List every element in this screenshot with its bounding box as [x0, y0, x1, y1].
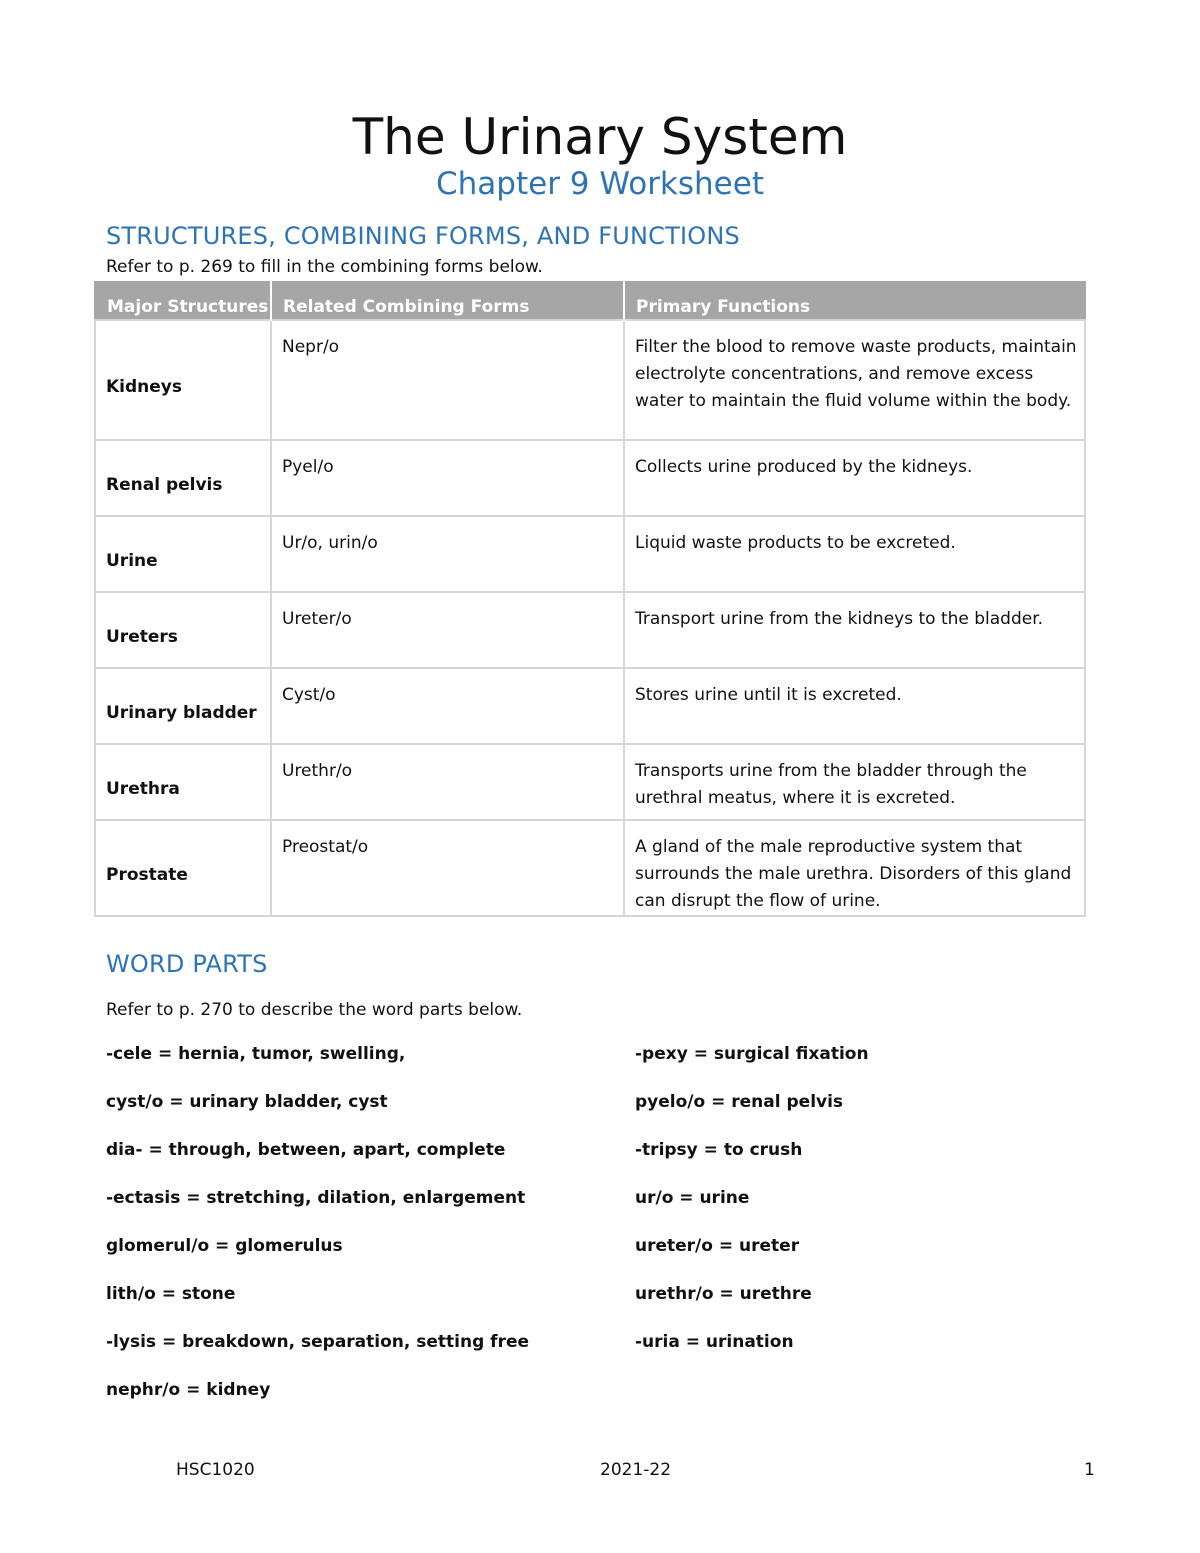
- word-part-item: lith/o = stone: [106, 1284, 236, 1304]
- function-cell: Collects urine produced by the kidneys.: [624, 440, 1085, 516]
- word-part-item: pyelo/o = renal pelvis: [635, 1092, 844, 1112]
- footer-year: 2021-22: [600, 1460, 672, 1480]
- word-part-item: ureter/o = ureter: [635, 1236, 800, 1256]
- page-subtitle: Chapter 9 Worksheet: [436, 166, 764, 202]
- structure-cell: Ureters: [95, 592, 271, 668]
- table-row: [95, 440, 1085, 516]
- word-part-item: cyst/o = urinary bladder, cyst: [106, 1092, 388, 1112]
- word-part-item: nephr/o = kidney: [106, 1380, 271, 1400]
- word-part-item: glomerul/o = glomerulus: [106, 1236, 343, 1256]
- structure-cell: Urine: [95, 516, 271, 592]
- table-row: [95, 320, 1085, 440]
- word-part-item: -lysis = breakdown, separation, setting free: [106, 1332, 530, 1352]
- section-heading-structures: STRUCTURES, COMBINING FORMS, AND FUNCTIONS: [106, 222, 740, 250]
- word-part-item: -cele = hernia, tumor, swelling,: [106, 1044, 406, 1064]
- word-part-item: ur/o = urine: [635, 1188, 750, 1208]
- word-part-item: -uria = urination: [635, 1332, 794, 1352]
- function-cell: Filter the blood to remove waste products, maintain electrolyte concentrations, and remove excess water to maintain the fluid volume within the body.: [624, 320, 1085, 440]
- footer-page-number: 1: [1084, 1460, 1095, 1480]
- table-row: [95, 744, 1085, 820]
- function-cell: Transport urine from the kidneys to the bladder.: [624, 592, 1085, 668]
- table-row: [95, 668, 1085, 744]
- word-part-item: urethr/o = urethre: [635, 1284, 812, 1304]
- combining-form-cell: Pyel/o: [271, 440, 624, 516]
- combining-form-cell: Ur/o, urin/o: [271, 516, 624, 592]
- combining-form-cell: Ureter/o: [271, 592, 624, 668]
- column-header: Major Structures: [95, 282, 271, 320]
- combining-form-cell: Nepr/o: [271, 320, 624, 440]
- word-part-item: -ectasis = stretching, dilation, enlargement: [106, 1188, 526, 1208]
- column-header: Related Combining Forms: [271, 282, 624, 320]
- structure-cell: Urethra: [95, 744, 271, 820]
- function-cell: A gland of the male reproductive system that surrounds the male urethra. Disorders of this gland can disrupt the flow of urine.: [624, 820, 1085, 916]
- combining-form-cell: Cyst/o: [271, 668, 624, 744]
- page-title: The Urinary System: [352, 108, 848, 166]
- table-row: [95, 516, 1085, 592]
- table-row: [95, 820, 1085, 916]
- table-row: [95, 592, 1085, 668]
- function-cell: Liquid waste products to be excreted.: [624, 516, 1085, 592]
- word-part-item: -pexy = surgical fixation: [635, 1044, 869, 1064]
- word-part-item: dia- = through, between, apart, complete: [106, 1140, 506, 1160]
- function-cell: Transports urine from the bladder through the urethral meatus, where it is excreted.: [624, 744, 1085, 820]
- structure-cell: Kidneys: [95, 320, 271, 440]
- structure-cell: Renal pelvis: [95, 440, 271, 516]
- section-instruction-structures: Refer to p. 269 to fill in the combining forms below.: [106, 257, 543, 277]
- footer-course: HSC1020: [176, 1460, 255, 1480]
- section-heading-word-parts: WORD PARTS: [106, 950, 268, 978]
- structure-cell: Prostate: [95, 820, 271, 916]
- table-header-row: [95, 282, 1085, 320]
- word-part-item: -tripsy = to crush: [635, 1140, 803, 1160]
- combining-form-cell: Preostat/o: [271, 820, 624, 916]
- function-cell: Stores urine until it is excreted.: [624, 668, 1085, 744]
- structures-table: [94, 281, 1086, 917]
- combining-form-cell: Urethr/o: [271, 744, 624, 820]
- section-instruction-word-parts: Refer to p. 270 to describe the word parts below.: [106, 1000, 523, 1020]
- column-header: Primary Functions: [624, 282, 1085, 320]
- structure-cell: Urinary bladder: [95, 668, 271, 744]
